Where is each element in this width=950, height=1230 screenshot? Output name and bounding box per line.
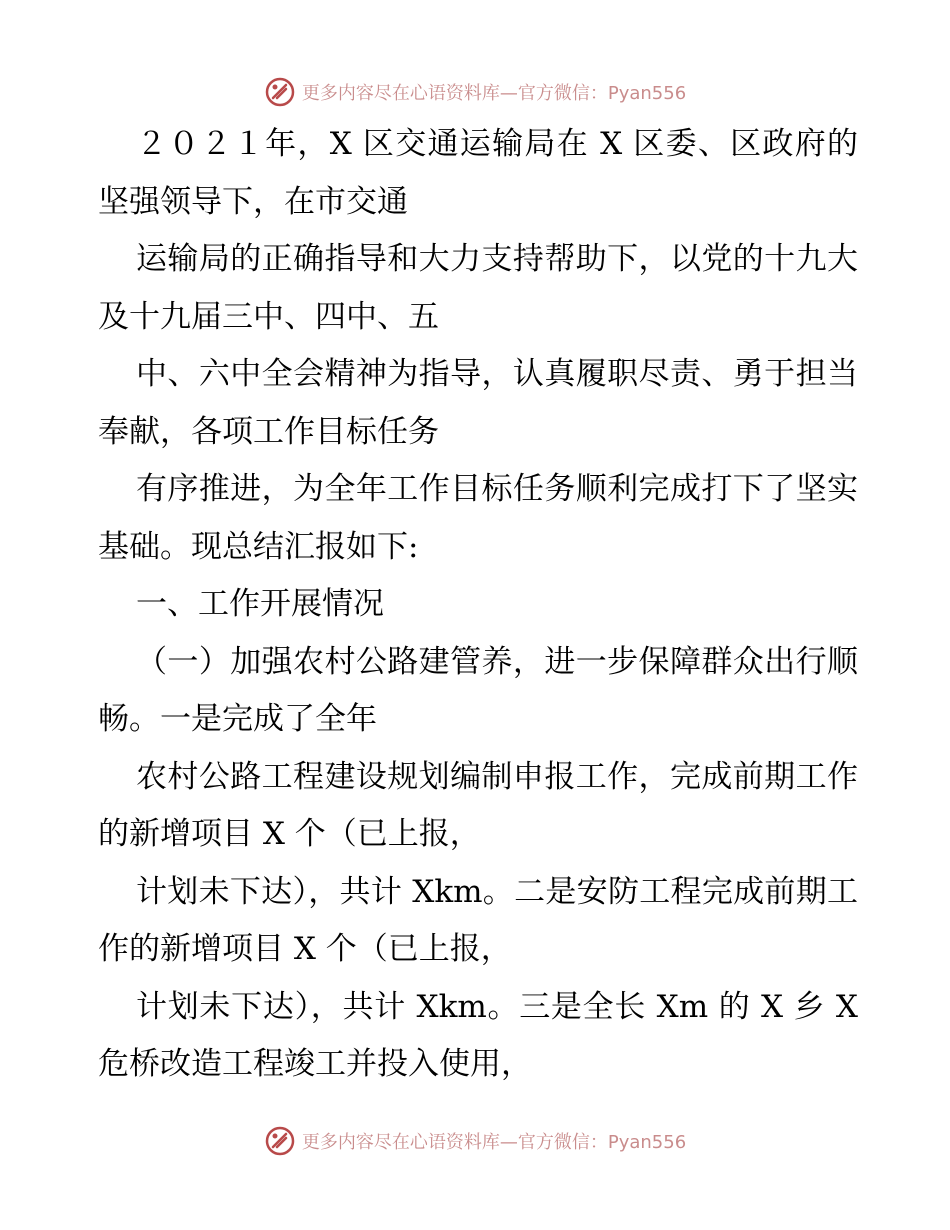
paragraph: 农村公路工程建设规划编制申报工作，完成前期工作的新增项目 X 个（已上报， — [98, 758, 858, 852]
paragraph: 计划未下达），共计 Xkm。三是全长 Xm 的 X 乡 X 危桥改造工程竣工并投入使用， — [98, 988, 858, 1082]
seal-logo-icon — [264, 76, 296, 108]
paragraph: ２０２１年，X 区交通运输局在 X 区委、区政府的坚强领导下，在市交通 — [98, 126, 858, 220]
paragraph: （一）加强农村公路建管养，进一步保障群众出行顺畅。一是完成了全年 — [98, 643, 858, 737]
seal-logo-icon — [264, 1125, 296, 1157]
watermark-header — [0, 72, 950, 112]
watermark-text: 更多内容尽在心语资料库—官方微信：Pyan556 — [301, 1132, 687, 1153]
section-heading: 一、工作开展情况 — [136, 586, 384, 622]
paragraph: 有序推进，为全年工作目标任务顺利完成打下了坚实基础。现总结汇报如下: — [98, 471, 858, 565]
paragraph: 计划未下达），共计 Xkm。二是安防工程完成前期工作的新增项目 X 个（已上报， — [98, 873, 858, 967]
watermark-text: 更多内容尽在心语资料库—官方微信：Pyan556 — [301, 83, 687, 104]
paragraph: 中、六中全会精神为指导，认真履职尽责、勇于担当奉献，各项工作目标任务 — [98, 356, 858, 450]
document-body — [98, 116, 858, 1094]
watermark-footer — [0, 1121, 950, 1161]
paragraph: 运输局的正确指导和大力支持帮助下，以党的十九大及十九届三中、四中、五 — [98, 241, 858, 335]
